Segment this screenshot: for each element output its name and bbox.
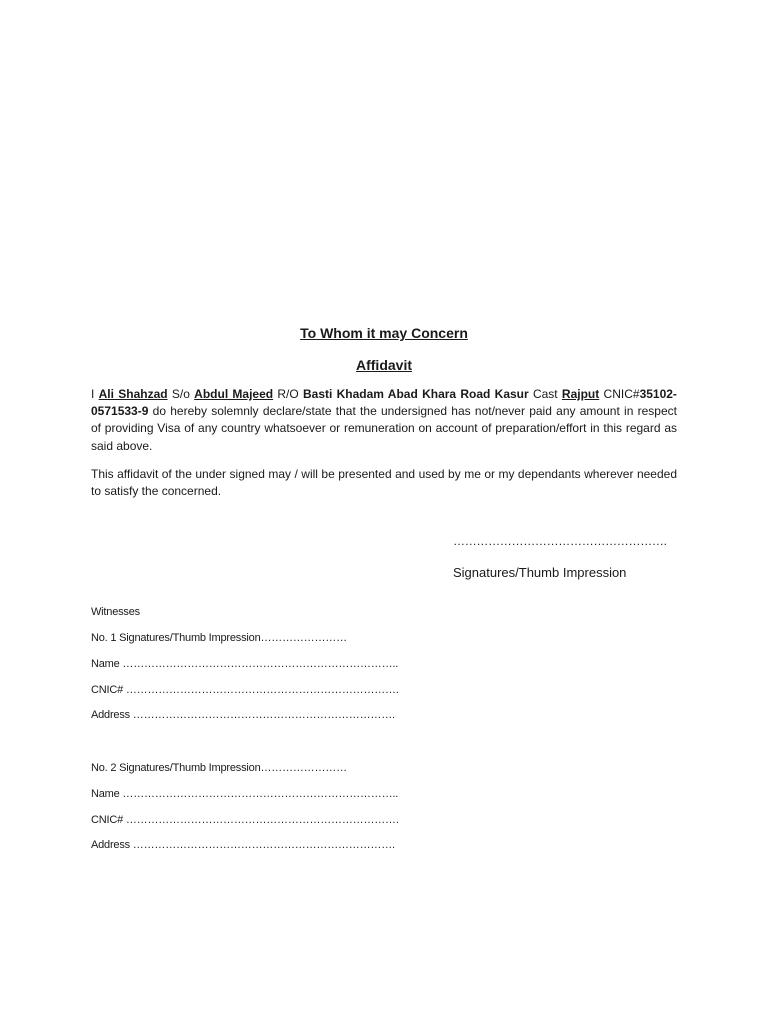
father-name: Abdul Majeed xyxy=(194,387,274,401)
witness-1-name: Name ………………………………………………………………….. xyxy=(91,658,399,670)
witness-2-address: Address ………………………………………………………………. xyxy=(91,839,395,851)
resident-of-label: R/O xyxy=(277,387,299,401)
witness-1-address: Address ………………………………………………………………. xyxy=(91,709,395,721)
cnic-label: CNIC# xyxy=(603,387,640,401)
usage-paragraph: This affidavit of the under signed may / will be presented and used by me or my dependants wherever needed to satisfy the concerned. xyxy=(91,467,677,499)
declarant-address: Basti Khadam Abad Khara Road Kasur xyxy=(303,387,529,401)
cast-label: Cast xyxy=(532,387,558,401)
witness-1-signature: No. 1 Signatures/Thumb Impression…………………… xyxy=(91,632,347,644)
document-heading: To Whom it may Concern xyxy=(300,325,468,341)
document-title: Affidavit xyxy=(356,357,412,373)
witness-1-cnic: CNIC# …………………………………………………………………. xyxy=(91,684,399,696)
declarant-cnic: 35102-0571533-9 xyxy=(91,387,677,419)
declarant-name: Ali Shahzad xyxy=(98,387,168,401)
declaration-body: do hereby solemnly declare/state that the undersigned has not/never paid any amount in respect of providing Visa of any country whatsoever or remuneration on account of preparation/effort in this regard as said above. xyxy=(91,404,677,453)
witness-2-name: Name ………………………………………………………………….. xyxy=(91,788,399,800)
signature-line: ………………………………………………. xyxy=(453,534,667,548)
witnesses-heading: Witnesses xyxy=(91,606,140,618)
declaration-paragraph xyxy=(91,386,677,455)
son-of-label: S/o xyxy=(171,387,190,401)
witness-2-signature: No. 2 Signatures/Thumb Impression…………………… xyxy=(91,762,347,774)
declarant-cast: Rajput xyxy=(561,387,600,401)
witness-2-cnic: CNIC# …………………………………………………………………. xyxy=(91,814,399,826)
declarant-pronoun: I xyxy=(91,387,95,401)
signature-label: Signatures/Thumb Impression xyxy=(453,565,627,580)
